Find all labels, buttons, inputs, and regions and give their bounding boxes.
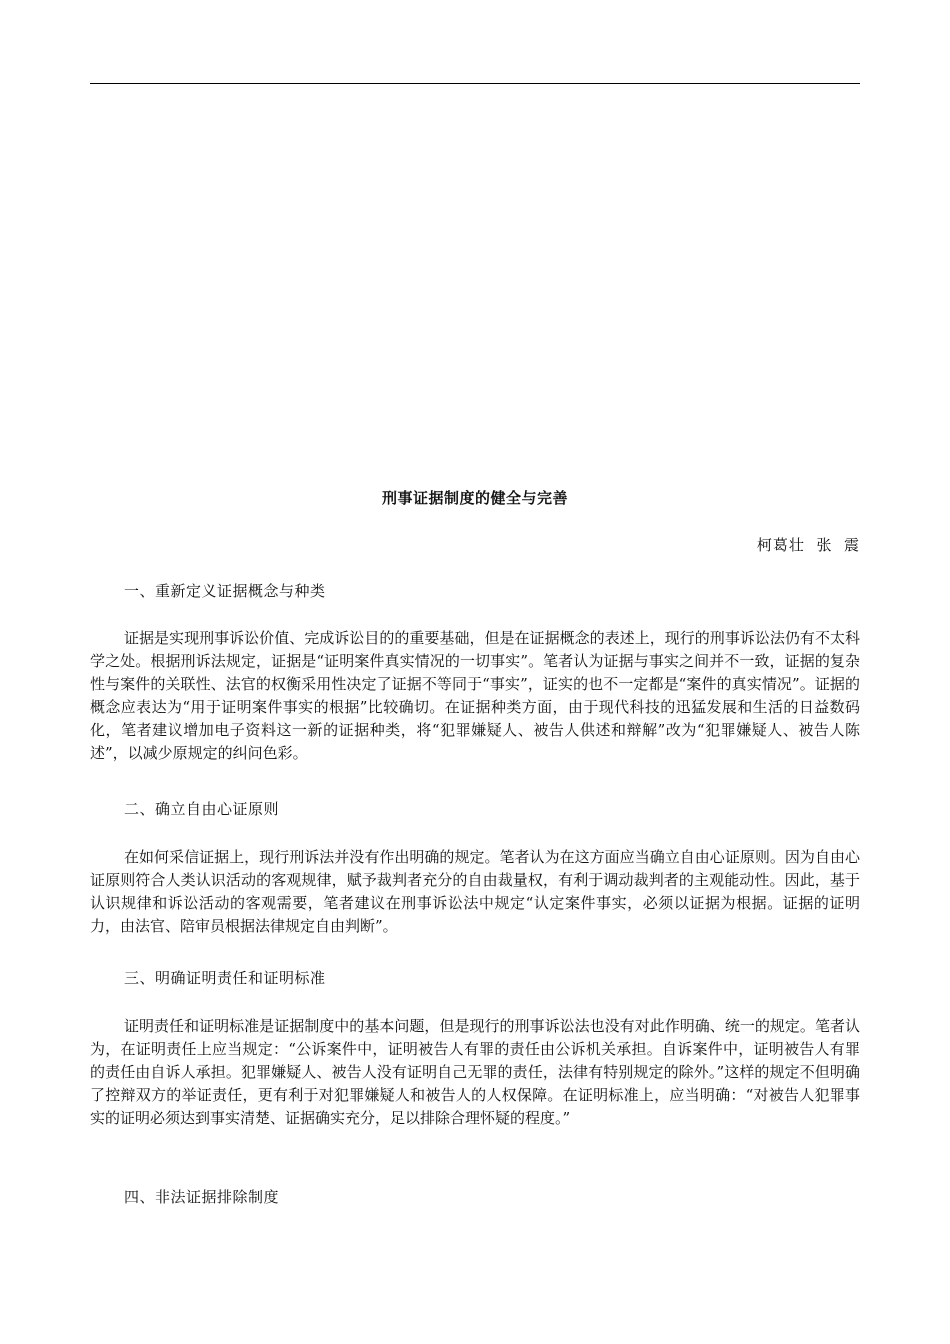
section-heading-2: 二、确立自由心证原则 xyxy=(124,800,280,818)
section-paragraph-3: 证明责任和证明标准是证据制度中的基本问题，但是现行的刑事诉讼法也没有对此作明确、统一的规定。笔者认为，在证明责任上应当规定：“公诉案件中，证明被告人有罪的责任由公诉机关承担。自诉案件中，证明被告人有罪的责任由自诉人承担。犯罪嫌疑人、被告人没有证明自己无罪的责任，法律有特别规定的除外。”这样的规定不但明确了控辩双方的举证责任，更有利于对犯罪嫌疑人和被告人的人权保障。在证明标准上，应当明确：“对被告人犯罪事实的证明必须达到事实清楚、证据确实充分，足以排除合理怀疑的程度。” xyxy=(90,1017,860,1127)
section-paragraph-2: 在如何采信证据上，现行刑诉法并没有作出明确的规定。笔者认为在这方面应当确立自由心证原则。因为自由心证原则符合人类认识活动的客观规律，赋予裁判者充分的自由裁量权，有利于调动裁判者的主观能动性。因此，基于认识规律和诉讼活动的客观需要，笔者建议在刑事诉讼法中规定“认定案件事实，必须以证据为根据。证据的证明力，由法官、陪审员根据法律规定自由判断”。 xyxy=(90,848,860,935)
section-heading-4: 四、非法证据排除制度 xyxy=(124,1188,280,1206)
section-heading-1: 一、重新定义证据概念与种类 xyxy=(124,582,326,600)
header-rule xyxy=(90,83,860,84)
section-paragraph-1: 证据是实现刑事诉讼价值、完成诉讼目的的重要基础，但是在证据概念的表述上，现行的刑事诉讼法仍有不太科学之处。根据刑诉法规定，证据是“证明案件真实情况的一切事实”。笔者认为证据与事实之间并不一致，证据的复杂性与案件的关联性、法官的权衡采用性决定了证据不等同于“事实”，证实的也不一定都是“案件的真实情况”。证据的概念应表达为“用于证明案件事实的根据”比较确切。在证据种类方面，由于现代科技的迅猛发展和生活的日益数码化，笔者建议增加电子资料这一新的证据种类，将“犯罪嫌疑人、被告人供述和辩解”改为“犯罪嫌疑人、被告人陈述”，以减少原规定的纠问色彩。 xyxy=(90,629,860,762)
section-heading-3: 三、明确证明责任和证明标准 xyxy=(124,969,326,987)
document-authors: 柯葛壮 张 震 xyxy=(756,536,860,554)
document-title: 刑事证据制度的健全与完善 xyxy=(381,489,568,507)
